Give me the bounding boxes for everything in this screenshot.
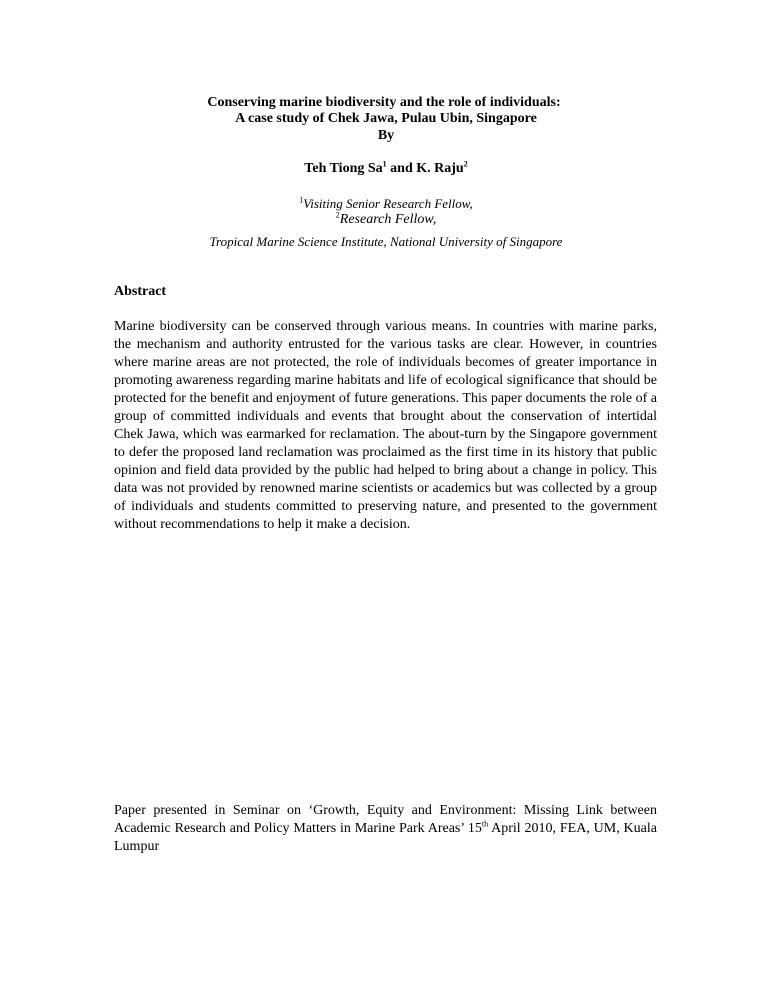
abstract-body: Marine biodiversity can be conserved through various means. In countries with marine parks, the mechanism and authority entrusted for the various tasks are clear. However, in countries where marine areas are not protected, the role of individuals becomes of greater importance in promoting awareness regarding marine habitats and life of ecological significance that should be protected for the benefit and enjoyment of future generations. This paper documents the role of a group of committed individuals and events that brought about the conservation of intertidal Chek Jawa, which was earmarked for reclamation. The about-turn by the Singapore government to defer the proposed land reclamation was proclaimed as the first time in its history that public opinion and field data provided by the public had helped to bring about a change in policy. This data was not provided by renowned marine scientists or academics but was collected by a group of individuals and students committed to preserving nature, and presented to the government without recommendations to help it make a decision.	[114, 319, 657, 532]
affiliation-1-superscript: 1	[299, 195, 304, 205]
affiliation-2	[114, 212, 658, 228]
title-line-1: Conserving marine biodiversity and the role of individuals:	[207, 95, 561, 110]
affiliation-2-text: Research Fellow,	[339, 212, 437, 227]
authors-line	[114, 161, 658, 177]
presentation-note-part-1: Paper presented in Seminar on ‘Growth, Equity and Environment: Missing Link between Academic Research and Policy Matters in Marine Park Areas’ 15	[114, 803, 657, 836]
abstract-heading: Abstract	[114, 284, 167, 299]
presentation-note	[114, 802, 657, 856]
authors-conjunction: and	[386, 161, 417, 176]
affiliation-1	[114, 196, 658, 212]
author-2-superscript: 2	[463, 159, 468, 169]
author-1-superscript: 1	[382, 159, 387, 169]
author-2-name: K. Raju	[416, 161, 464, 176]
title-line-2: A case study of Chek Jawa, Pulau Ubin, Singapore	[235, 111, 537, 126]
presentation-note-superscript: th	[481, 819, 489, 829]
affiliation-2-superscript: 2	[335, 210, 340, 220]
title-by: By	[377, 128, 395, 143]
affiliation-institute: Tropical Marine Science Institute, National University of Singapore	[209, 234, 563, 249]
affiliation-1-text: Visiting Senior Research Fellow,	[303, 196, 473, 211]
author-1-name: Teh Tiong Sa	[304, 161, 383, 176]
presentation-note-part-2: April 2010, FEA, UM, Kuala Lumpur	[114, 821, 657, 854]
